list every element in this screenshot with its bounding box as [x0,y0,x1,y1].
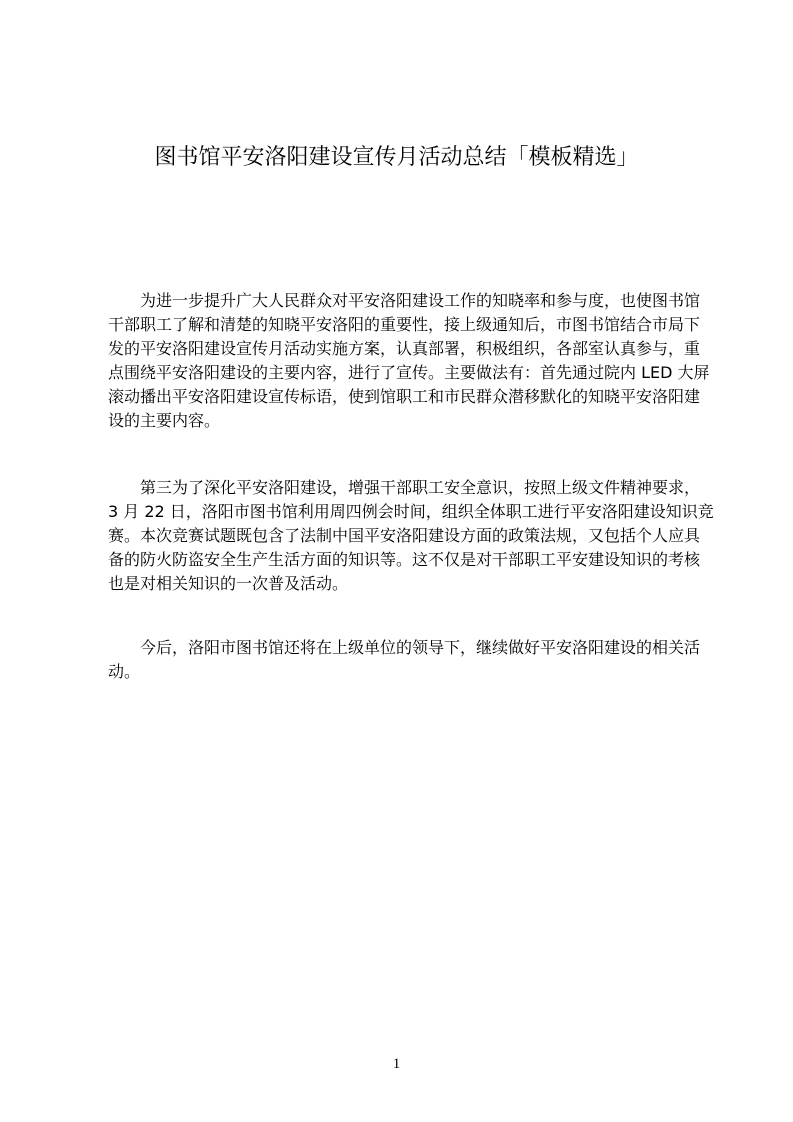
paragraph-line: 今后，洛阳市图书馆还将在上级单位的领导下，继续做好平安洛阳建设的相关活 [140,638,701,657]
paragraph-line: 发的平安洛阳建设宣传月活动实施方案，认真部署，积极组织，各部室认真参与，重 [108,339,701,358]
paragraph-line: 干部职工了解和清楚的知晓平安洛阳的重要性，接上级通知后，市图书馆结合市局下 [108,315,701,334]
paragraph-1 [108,289,710,433]
paragraph-3 [108,636,700,684]
paragraph-line: 备的防火防盗安全生产生活方面的知识等。这不仅是对干部职工平安建设知识的考核 [108,550,701,569]
paragraph-line: 赛。本次竞赛试题既包含了法制中国平安洛阳建设方面的政策法规，又包括个人应具 [108,526,701,545]
paragraph-line: 动。 [108,662,141,681]
paragraph-2 [108,476,714,596]
page-number: 1 [392,1056,401,1072]
paragraph-line: 点围绕平安洛阳建设的主要内容，进行了宣传。主要做法有：首先通过院内 LED 大屏 [108,363,710,382]
page-title: 图书馆平安洛阳建设宣传月活动总结「模板精选」 [154,145,639,170]
document-body [108,289,714,684]
paragraph-line: 3 月 22 日，洛阳市图书馆利用周四例会时间，组织全体职工进行平安洛阳建设知识竞 [108,502,714,521]
paragraph-line: 设的主要内容。 [108,411,221,430]
paragraph-line: 滚动播出平安洛阳建设宣传标语，使到馆职工和市民群众潜移默化的知晓平安洛阳建 [108,387,701,406]
paragraph-line: 第三为了深化平安洛阳建设，增强干部职工安全意识，按照上级文件精神要求， [140,478,701,497]
paragraph-line: 为进一步提升广大人民群众对平安洛阳建设工作的知晓率和参与度，也使图书馆 [140,291,701,310]
paragraph-line: 也是对相关知识的一次普及活动。 [108,574,349,593]
